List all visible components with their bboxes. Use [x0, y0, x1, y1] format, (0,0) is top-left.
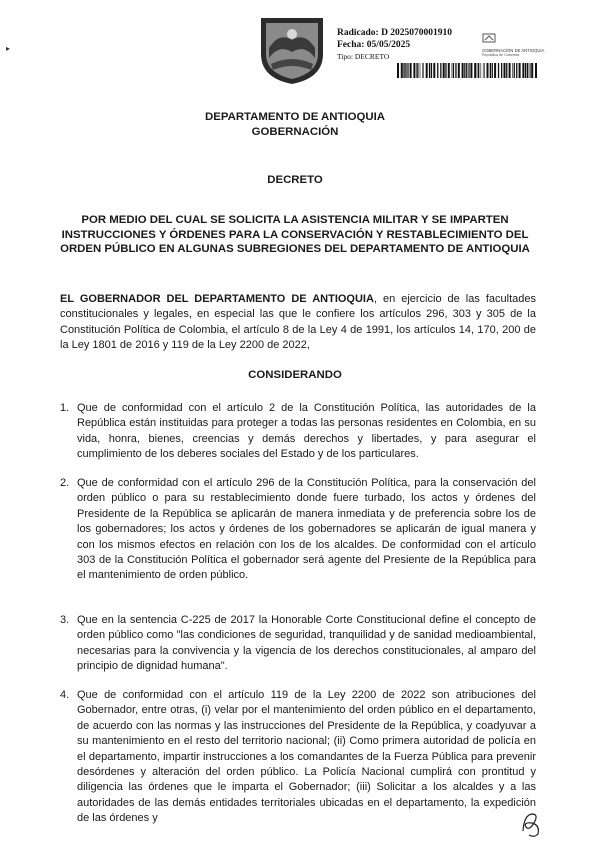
item-text: Que de conformidad con el artículo 296 de la Constitución Política, para la conservación del orden público o para su restablecimiento donde fuere turbado, los actos y órdenes del Presidente de la República se aplicarán de manera inmediata y de preferencia sobre los de los gobernadores; los actos y órdenes de los gobernadores se aplicarán de igual manera y con los mismos efectos en relación con los de los alcaldes. De conformidad con el artículo 303 de la Constitución Política el gobernador será agente del Presiente de la República para el mantenimiento de orden público. — [77, 477, 536, 582]
barcode-bar — [506, 63, 507, 78]
item-number: 1. — [60, 402, 70, 414]
item-number: 4. — [60, 689, 70, 701]
barcode-bar — [535, 63, 537, 78]
barcode-bar — [512, 63, 513, 78]
barcode-bar — [453, 63, 454, 78]
barcode-bar — [470, 63, 472, 78]
barcode-bar — [529, 63, 530, 78]
considerando-item-4 — [60, 688, 536, 827]
barcode-bar — [531, 63, 533, 78]
department-heading — [60, 110, 530, 140]
barcode-bar — [408, 63, 409, 78]
barcode-bar — [516, 63, 517, 78]
intro-text: , en ejercicio de las facultades constitucionales y legales, en especial las que le confiere los artículos 296, 303 y 305 de la Constitución Política de Colombia, el artículo 8 de la Ley 4 de 1991, los artículos 14, 170, 200 de la Ley 1801 de 2016 y 119 de la Ley 2200 de 2022, — [60, 293, 536, 352]
radicado-number: Radicado: D 2025070001910 — [337, 28, 453, 38]
barcode-bar — [403, 63, 404, 78]
considerando-item-1 — [60, 401, 536, 463]
item-text: Que de conformidad con el artículo 2 de la Constitución Política, las autoridades de la República están instituidas para proteger a todas las personas residentes en Colombia, en su vida, honra, bienes, creencias y demás derechos y libertades, y para asegurar el cumplimiento de los deberes sociales del Estado y de los particulares. — [77, 402, 536, 461]
barcode-bar — [452, 63, 453, 78]
barcode-bar — [527, 63, 528, 78]
barcode-bar — [509, 63, 511, 78]
item-number: 3. — [60, 614, 70, 626]
barcode-bar — [445, 63, 446, 78]
barcode-bar — [462, 63, 464, 78]
barcode-bar — [466, 63, 467, 78]
barcode-bar — [498, 63, 499, 78]
item-text: Que en la sentencia C-225 de 2017 la Honorable Corte Constitucional define el concepto de orden público como "las condiciones de seguridad, tranquilidad y de sanidad medioambiental, necesarias para la convivencia y la vigencia de los derechos constitucionales, al amparo del principio de dignidad humana". — [77, 614, 536, 673]
department-name: DEPARTAMENTO DE ANTIOQUIA — [205, 111, 385, 123]
barcode-bar — [492, 63, 493, 78]
barcode-bar — [401, 63, 403, 78]
barcode-bar — [437, 63, 438, 78]
barcode-bar — [474, 63, 476, 78]
barcode-bar — [530, 63, 531, 78]
barcode-bar — [417, 63, 418, 78]
barcode-bar — [494, 63, 496, 78]
considerando-item-2 — [60, 476, 536, 584]
item-number: 2. — [60, 477, 70, 489]
barcode-bar — [519, 63, 521, 78]
considerando-heading: CONSIDERANDO — [248, 369, 342, 381]
barcode-bar — [413, 63, 415, 78]
governor-heading: EL GOBERNADOR DEL DEPARTAMENTO DE ANTIOQUIA — [60, 293, 374, 305]
barcode-bar — [477, 63, 478, 78]
antioquia-seal-logo — [257, 14, 327, 86]
document-type: DECRETO — [267, 174, 323, 186]
barcode-bar — [490, 63, 491, 78]
barcode-bar — [487, 63, 489, 78]
barcode-bar — [501, 63, 502, 78]
item-text: Que de conformidad con el artículo 119 de la Ley 2200 de 2022 son atribuciones del Gobernador, entre otras, (i) velar por el mantenimiento del orden público en el departamento, de acuerdo con las normas y las instrucciones del Presidente de la República, y coadyuvar a su mantenimiento en el resto del territorio nacional; (ii) Como primera autoridad de policía en el departamento, impartir instrucciones a los comandantes de la Fuerza Pública para prevenir desórdenes y alteración del orden público. La Policía Nacional cumplirá con prontitud y diligencia las órdenes que le imparta el Gobernador; (iii) Solicitar a los alcaldes y a las autoridades de las demás entidades territoriales ubicadas en el departamento, la expedición de las órdenes y — [77, 689, 536, 825]
barcode-bar — [468, 63, 469, 78]
radicado-date: Fecha: 05/05/2025 — [337, 40, 411, 50]
barcode-bar — [440, 63, 441, 78]
mini-logo-title: GOBERNACIÓN DE ANTIOQUIA — [482, 48, 545, 53]
barcode — [397, 63, 539, 78]
barcode-bar — [481, 63, 482, 78]
barcode-bar — [429, 63, 430, 78]
barcode-bar — [514, 63, 515, 78]
barcode-bar — [504, 63, 506, 78]
barcode-bar — [478, 63, 479, 78]
barcode-bar — [522, 63, 524, 78]
barcode-bar — [407, 63, 408, 78]
initials-signature — [520, 809, 542, 839]
radicado-stamp — [337, 27, 452, 62]
decree-title: POR MEDIO DEL CUAL SE SOLICITA LA ASISTENCIA MILITAR Y SE IMPARTEN INSTRUCCIONES Y ÓRDENES PARA LA CONSERVACIÓN Y RESTABLECIMIENTO DEL ORDEN PÚBLICO EN ALGUNAS SUBREGIONES DEL DEPARTAMENTO DE ANTIOQUIA — [60, 214, 530, 256]
barcode-bar — [405, 63, 406, 78]
mini-logo-subtitle: República de Colombia — [482, 53, 520, 57]
barcode-bar — [469, 63, 470, 78]
barcode-bar — [458, 63, 460, 78]
barcode-bar — [448, 63, 450, 78]
barcode-bar — [422, 63, 423, 78]
barcode-bar — [420, 63, 421, 78]
governorship-name: GOBERNACIÓN — [251, 126, 339, 138]
barcode-bar — [431, 63, 432, 78]
gobernacion-mini-logo — [482, 30, 545, 57]
barcode-bar — [410, 63, 412, 78]
barcode-bar — [433, 63, 435, 78]
barcode-bar — [464, 63, 465, 78]
barcode-bar — [426, 63, 428, 78]
barcode-bar — [455, 63, 456, 78]
barcode-bar — [443, 63, 445, 78]
barcode-bar — [416, 63, 417, 78]
intro-paragraph — [60, 292, 536, 354]
considerando-item-3 — [60, 613, 536, 675]
radicado-type: Tipo: DECRETO — [337, 52, 390, 61]
barcode-bar — [525, 63, 526, 78]
barcode-bar — [423, 63, 424, 78]
mini-emblem-icon — [482, 33, 496, 43]
barcode-bar — [484, 63, 485, 78]
barcode-bar — [483, 63, 484, 78]
margin-mark: ▸ — [6, 44, 11, 53]
barcode-bar — [397, 63, 399, 78]
